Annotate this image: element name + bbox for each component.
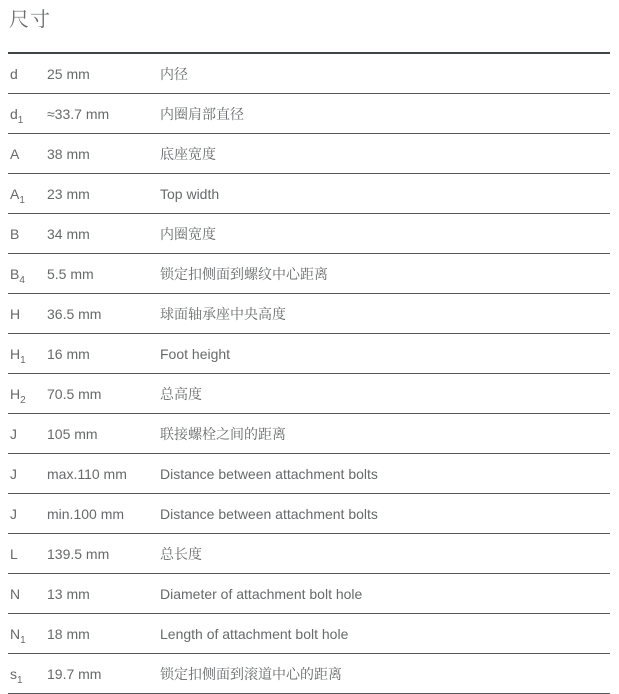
symbol-base: J xyxy=(10,505,17,522)
description-cell: 内径 xyxy=(160,65,188,82)
symbol-cell xyxy=(8,265,47,286)
description-cell: Length of attachment bolt hole xyxy=(160,625,349,642)
symbol-cell xyxy=(8,506,47,522)
symbol-cell xyxy=(8,546,47,562)
symbol-base: d xyxy=(10,105,18,122)
table-row xyxy=(8,174,610,214)
table-row xyxy=(8,534,610,574)
symbol-cell xyxy=(8,146,47,162)
symbol-base: N xyxy=(10,585,21,602)
description-cell: 锁定扣侧面到滚道中心的距离 xyxy=(160,665,342,682)
symbol-base: L xyxy=(10,545,18,562)
description-cell: 锁定扣侧面到螺纹中心距离 xyxy=(160,265,328,282)
value-cell: 16 mm xyxy=(47,345,90,362)
symbol-base: s xyxy=(10,665,17,682)
description-cell: 总高度 xyxy=(160,385,202,402)
value-cell: 38 mm xyxy=(47,145,90,162)
symbol-base: J xyxy=(10,465,17,482)
table-row xyxy=(8,374,610,414)
symbol-base: B xyxy=(10,225,20,242)
symbol-cell xyxy=(8,426,47,442)
value-cell: 139.5 mm xyxy=(47,545,110,562)
value-cell: 25 mm xyxy=(47,65,90,82)
table-row xyxy=(8,414,610,454)
symbol-cell xyxy=(8,466,47,482)
symbol-base: d xyxy=(10,65,18,82)
symbol-base: B xyxy=(10,265,20,282)
symbol-subscript: 1 xyxy=(20,634,26,646)
table-row xyxy=(8,254,610,294)
symbol-subscript: 4 xyxy=(19,274,25,286)
value-cell: min.100 mm xyxy=(47,505,125,522)
symbol-cell xyxy=(8,625,47,646)
description-cell: Distance between attachment bolts xyxy=(160,505,378,522)
description-cell: Distance between attachment bolts xyxy=(160,465,378,482)
table-row xyxy=(8,294,610,334)
symbol-cell xyxy=(8,385,47,406)
table-row xyxy=(8,54,610,94)
dimensions-table xyxy=(8,52,610,694)
symbol-cell xyxy=(8,226,47,242)
description-cell: 球面轴承座中央高度 xyxy=(160,305,286,322)
symbol-base: H xyxy=(10,345,21,362)
table-row xyxy=(8,214,610,254)
symbol-base: N xyxy=(10,625,21,642)
table-row xyxy=(8,614,610,654)
symbol-subscript: 1 xyxy=(17,674,23,686)
symbol-base: A xyxy=(10,185,20,202)
value-cell: 105 mm xyxy=(47,425,98,442)
symbol-cell xyxy=(8,345,47,366)
table-row xyxy=(8,454,610,494)
symbol-cell xyxy=(8,185,47,206)
symbol-subscript: 1 xyxy=(17,114,24,126)
description-cell: Diameter of attachment bolt hole xyxy=(160,585,363,602)
symbol-cell xyxy=(8,586,47,602)
value-cell: 13 mm xyxy=(47,585,90,602)
value-cell: 19.7 mm xyxy=(47,665,102,682)
symbol-base: H xyxy=(10,305,21,322)
symbol-cell xyxy=(8,105,47,126)
description-cell: 总长度 xyxy=(160,545,202,562)
symbol-base: H xyxy=(10,385,21,402)
description-cell: Top width xyxy=(160,185,220,202)
page-title: 尺寸 xyxy=(9,9,51,31)
symbol-cell xyxy=(8,66,47,82)
description-cell: 联接螺栓之间的距离 xyxy=(160,425,286,442)
value-cell: 34 mm xyxy=(47,225,90,242)
table-row xyxy=(8,574,610,614)
value-cell: 70.5 mm xyxy=(47,385,102,402)
table-row xyxy=(8,134,610,174)
symbol-cell xyxy=(8,306,47,322)
table-row xyxy=(8,334,610,374)
symbol-subscript: 2 xyxy=(20,394,26,406)
symbol-base: J xyxy=(10,425,17,442)
symbol-base: A xyxy=(10,145,20,162)
table-row xyxy=(8,94,610,134)
symbol-cell xyxy=(8,665,47,686)
description-cell: 内圈肩部直径 xyxy=(160,105,244,122)
table-row xyxy=(8,654,610,694)
value-cell: 18 mm xyxy=(47,625,90,642)
description-cell: Foot height xyxy=(160,345,231,362)
value-cell: ≈33.7 mm xyxy=(47,105,110,122)
value-cell: 23 mm xyxy=(47,185,90,202)
description-cell: 底座宽度 xyxy=(160,145,216,162)
value-cell: 5.5 mm xyxy=(47,265,94,282)
symbol-subscript: 1 xyxy=(20,354,26,366)
value-cell: 36.5 mm xyxy=(47,305,102,322)
description-cell: 内圈宽度 xyxy=(160,225,216,242)
table-row xyxy=(8,494,610,534)
value-cell: max.110 mm xyxy=(47,465,127,482)
symbol-subscript: 1 xyxy=(19,194,25,206)
